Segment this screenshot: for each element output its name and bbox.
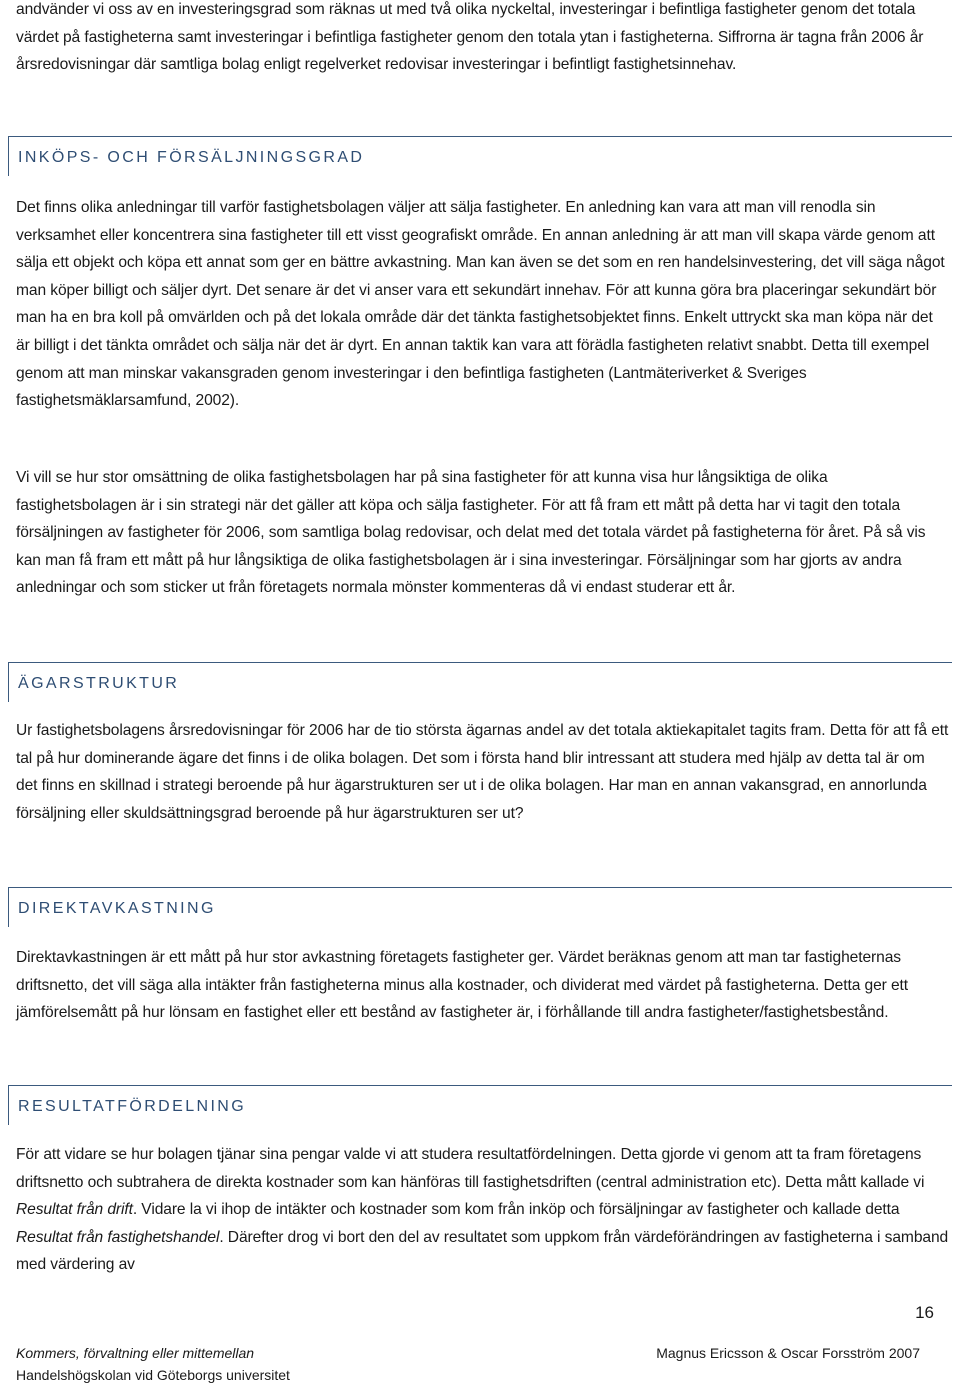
section-heading-direktavkastning: DIREKTAVKASTNING: [18, 900, 216, 917]
page-number: 16: [915, 1303, 934, 1322]
resultatfordelning-text-1: För att vidare se hur bolagen tjänar sina pengar valde vi att studera resultatfördelningen. Detta gjorde vi genom att ta fram företagens driftsnetto och subtrahera de direkta kostnader som kan hänföras till fastighetsdriften (central administration etc). Detta mått kallade vi: [16, 1146, 925, 1191]
section-heading-inkops: INKÖPS- OCH FÖRSÄLJNINGSGRAD: [18, 149, 365, 166]
inkops-paragraph-1: Det finns olika anledningar till varför fastighetsbolagen väljer att sälja fastigheter. En anledning kan vara att man vill renodla sin verksamhet eller koncentrera sina fastigheter till ett visst geografiskt område. En annan anledning är att man vill skapa värde genom att sälja ett objekt och köpa ett annat som ger en bättre avkastning. Man kan även se det som en ren handelsinvestering, det vill säga något man köper billigt och säljer dyrt. Det senare är det vi anser vara ett sekundärt innehav. För att kunna göra bra placeringar sekundärt bör man ha en bra koll på omvärlden och på det lokala område där det tänkta fastighetsobjektet finns. Enkelt uttryckt ska man köpa när det är billigt i det tänkta området och sälja när det är dyrt. En annan taktik kan vara att förädla fastigheten relativt snabbt. Detta till exempel genom att man minskar vakansgraden genom investeringar i den befintliga fastigheten (Lantmäteriverket & Sveriges fastighetsmäklarsamfund, 2002).: [16, 199, 945, 410]
resultat-fran-fastighetshandel-term: Resultat från fastighetshandel: [16, 1228, 220, 1246]
agarstruktur-paragraph: Ur fastighetsbolagens årsredovisningar för 2006 har de tio största ägarnas andel av det totala aktiekapitalet tagits fram. Detta för att få ett tal på hur dominerande ägare det finns i de olika bolagen. Det som i första hand blir intressant att studera med hjälp av detta tal är om det finns en skillnad i strategi beroende på hur ägarstrukturen ser ut i de olika bolagen. Har man en annan vakansgrad, en annorlunda försäljning eller skuldsättningsgrad beroende på hur ägarstrukturen ser ut?: [16, 722, 949, 822]
footer-authors: Magnus Ericsson & Oscar Forsström 2007: [656, 1345, 920, 1361]
section-heading-agarstruktur: ÄGARSTRUKTUR: [18, 675, 180, 692]
resultatfordelning-text-3: . Därefter drog vi bort den del av resultatet som uppkom från värdeförändringen av fastigheterna i samband med värdering av: [16, 1228, 949, 1274]
resultatfordelning-paragraph: [16, 1141, 950, 1279]
resultat-fran-drift-term: Resultat från drift: [16, 1201, 133, 1219]
section-heading-box-direktavkastning: [8, 887, 952, 927]
section-heading-box-agarstruktur: [8, 662, 952, 702]
section-heading-box-resultatfordelning: [8, 1085, 952, 1125]
footer-title: Kommers, förvaltning eller mittemellan: [16, 1345, 255, 1361]
footer-institution: Handelshögskolan vid Göteborgs universitet: [16, 1367, 290, 1383]
resultatfordelning-text-2: . Vidare la vi ihop de intäkter och kostnader som kom från inköp och försäljningar av fastigheter och kallade detta: [132, 1201, 900, 1219]
inkops-paragraph-2: Vi vill se hur stor omsättning de olika fastighetsbolagen har på sina fastigheter för att kunna visa hur långsiktiga de olika fastighetsbolagen är i sin strategi när det gäller att köpa och sälja fastigheter. För att få fram ett mått på detta har vi tagit den totala försäljningen av fastigheter för 2006, som samtliga bolag redovisar, och delat med det totala värdet på fastigheterna för året. På så vis kan man få fram ett mått på hur långsiktiga de olika fastighetsbolagen är i sina investeringar. Försäljningar som har gjorts av andra anledningar och som sticker ut från företagets normala mönster kommenteras då vi endast studerar ett år.: [16, 469, 926, 597]
direktavkastning-paragraph: Direktavkastningen är ett mått på hur stor avkastning företagets fastigheter ger. Värdet beräknas genom att man tar fastigheternas driftsnetto, det vill säga alla intäkter från fastigheterna minus alla kostnader, och dividerat med värdet på fastigheterna. Detta ger ett jämförelsemått på hur lönsam en fastighet eller ett bestånd av fastigheter är, i förhållande till andra fastigheter/fastighetsbestånd.: [16, 949, 909, 1022]
section-heading-resultatfordelning: RESULTATFÖRDELNING: [18, 1098, 247, 1115]
section-heading-box-inkops: [8, 136, 952, 176]
intro-paragraph: andvänder vi oss av en investeringsgrad som räknas ut med två olika nyckeltal, investeringar i befintliga fastigheter genom det totala värdet på fastigheterna samt investeringar i befintliga fastigheter genom den totala ytan i fastigheterna. Siffrorna är tagna från 2006 år årsredovisningar där samtliga bolag enligt regelverket redovisar investeringar i befintligt fastighetsinnehav.: [16, 1, 924, 74]
